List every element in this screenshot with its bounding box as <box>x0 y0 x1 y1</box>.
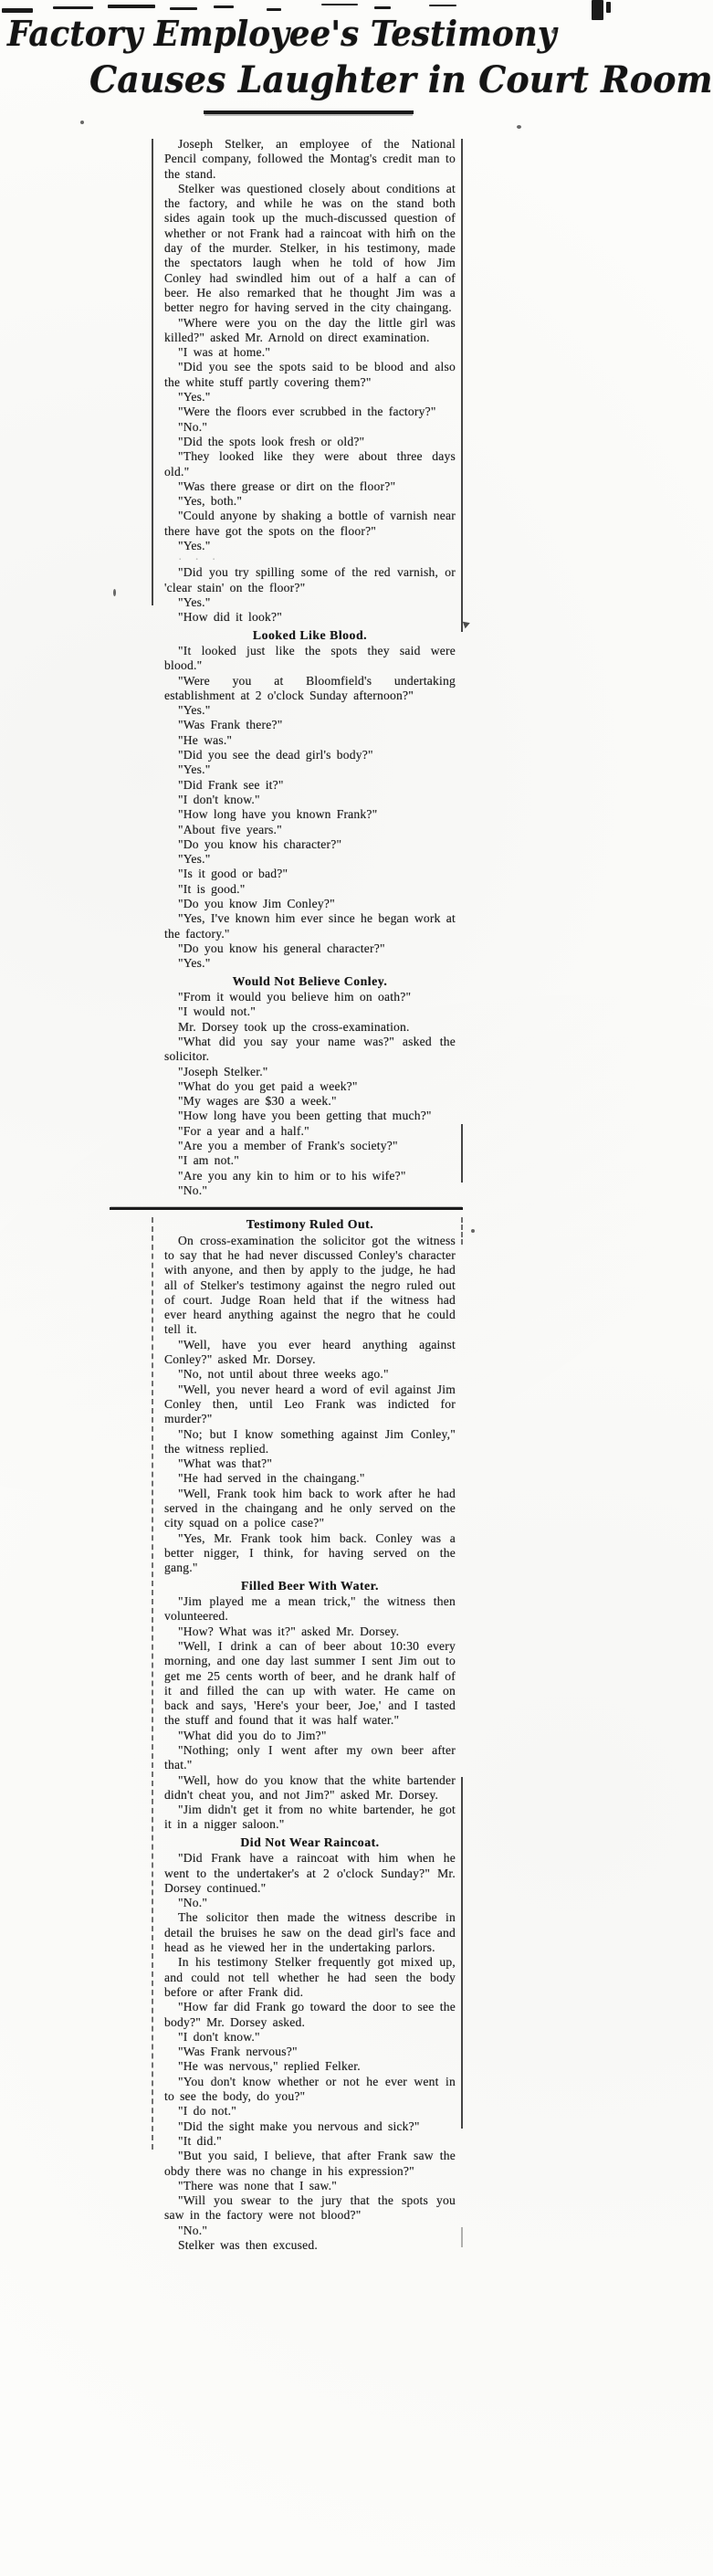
column-rule-right <box>461 1217 463 1245</box>
article-paragraph: "Yes." <box>178 594 211 609</box>
article-paragraph: "Are you a member of Frank's society?" <box>178 1139 398 1152</box>
article-paragraph: "Well, have you ever heard anything against Conley?" asked Mr. Dorsey. <box>164 1337 456 1367</box>
scan-speck <box>80 121 84 124</box>
article-paragraph: "Jim didn't get it from no white bartender, he got it in a nigger saloon." <box>164 1803 456 1832</box>
column-rule-right <box>461 2227 463 2247</box>
article-paragraph: "For a year and a half." <box>178 1123 309 1138</box>
article-paragraph: "Yes." <box>178 539 211 553</box>
article-paragraph: "Did Frank see it?" <box>178 777 284 792</box>
article-paragraph: "I was at home." <box>178 345 271 360</box>
article-paragraph: "They looked like they were about three days old." <box>164 449 456 478</box>
article-paragraph: "I don't know." <box>178 2029 260 2044</box>
article-paragraph: "Did the sight make you nervous and sick?" <box>178 2119 420 2133</box>
headline-divider-rule <box>204 110 414 114</box>
article-paragraph: "No; but I know something against Jim Conley," the witness replied. <box>164 1426 456 1456</box>
article-paragraph: Joseph Stelker, an employee of the National Pencil company, followed the Montag's credit man to the stand. <box>164 137 456 181</box>
article-paragraph: "I would not." <box>178 1004 256 1019</box>
article-paragraph: "Yes." <box>178 390 211 405</box>
article-paragraph: "Yes, Mr. Frank took him back. Conley was a better nigger, I think, for having served on the gang." <box>164 1530 456 1575</box>
column-rule-right <box>461 1124 463 1183</box>
section-subheading: Would Not Believe Conley. <box>232 973 388 988</box>
article-paragraph: "Do you know his character?" <box>178 836 342 851</box>
article-section-cross-examination <box>164 1217 456 2253</box>
article-paragraph: "Did the spots look fresh or old?" <box>178 434 365 448</box>
article-column <box>152 133 463 2253</box>
article-paragraph: "From it would you believe him on oath?" <box>178 990 412 1004</box>
headline-line-2: Causes Laughter in Court Room <box>89 58 713 101</box>
article-paragraph: "Yes." <box>178 852 211 867</box>
article-paragraph: "No." <box>178 419 208 434</box>
article-paragraph: "About five years." <box>178 822 282 836</box>
article-paragraph: "Yes." <box>178 703 211 718</box>
article-paragraph: "Is it good or bad?" <box>178 867 288 881</box>
article-paragraph: "Jim played me a mean trick," the witness then volunteered. <box>164 1594 456 1624</box>
article-paragraph: "Could anyone by shaking a bottle of varnish near there have got the spots on the floor?" <box>164 509 456 538</box>
article-paragraph: "My wages are $30 a week." <box>178 1094 337 1109</box>
article-paragraph: "Did you see the spots said to be blood and also the white stuff partly covering them?" <box>164 360 456 389</box>
section-subheading: Testimony Ruled Out. <box>246 1217 374 1232</box>
article-paragraph: "Was Frank nervous?" <box>178 2045 298 2059</box>
article-paragraph: On cross-examination the solicitor got the witness to say that he had never discussed Conley's character with anyone, and then by apply to the judge, he had all of Stelker's testimony against the negro ruled out of court. Judge Roan held that if the witness had ever heard anything against the negro that he could tell it. <box>164 1233 456 1337</box>
headline-line-1: Factory Employee's Testimony <box>7 13 557 54</box>
article-paragraph: Stelker was then excused. <box>178 2237 318 2252</box>
article-paragraph: "Do you know Jim Conley?" <box>178 897 335 911</box>
article-paragraph: "I am not." <box>178 1153 239 1168</box>
article-paragraph: "Well, Frank took him back to work after he had served in the chaingang and he only served on the city squad on a police case?" <box>164 1486 456 1530</box>
article-paragraph: "It is good." <box>178 881 246 896</box>
article-paragraph: "But you said, I believe, that after Frank saw the obdy there was no change in his expression?" <box>164 2149 456 2178</box>
column-rule-right <box>461 139 463 632</box>
article-paragraph: "Did you see the dead girl's body?" <box>178 748 373 762</box>
article-paragraph: "Where were you on the day the little girl was killed?" asked Mr. Arnold on direct examination. <box>164 315 456 344</box>
article-paragraph: "Are you any kin to him or to his wife?" <box>178 1168 406 1183</box>
article-paragraph: "Yes, I've known him ever since he began work at the factory." <box>164 911 456 941</box>
section-subheading: Filled Beer With Water. <box>240 1578 379 1593</box>
article-paragraph: The solicitor then made the witness describe in detail the bruises he saw on the dead girl's face and head as he viewed her in the undertaking parlors. <box>164 1910 456 1955</box>
article-paragraph: "No." <box>178 2223 208 2237</box>
article-paragraph: "Will you swear to the jury that the spots you saw in the factory were not blood?" <box>164 2193 456 2223</box>
article-paragraph: "What do you get paid a week?" <box>178 1078 358 1093</box>
article-paragraph: In his testimony Stelker frequently got mixed up, and could not tell whether he had seen the body before or after Frank did. <box>164 1955 456 1999</box>
article-paragraph: "Well, you never heard a word of evil against Jim Conley then, until Leo Frank was indicted for murder?" <box>164 1382 456 1426</box>
article-paragraph: "Well, I drink a can of beer about 10:30 every morning, and one day last summer I sent Jim out to get me 25 cents worth of beer, and he drank half of it and filled the can up with water. He came on back and says, 'Here's your beer, Joe,' and I tasted the stuff and found that it was half water." <box>164 1638 456 1728</box>
article-paragraph: "No." <box>178 1896 208 1910</box>
article-paragraph: "What did you say your name was?" asked the solicitor. <box>164 1034 456 1064</box>
article-paragraph: "How? What was it?" asked Mr. Dorsey. <box>178 1624 400 1638</box>
article-paragraph: "How far did Frank go toward the door to see the body?" Mr. Dorsey asked. <box>164 2000 456 2029</box>
article-paragraph: Mr. Dorsey took up the cross-examination. <box>178 1019 410 1034</box>
article-paragraph: "How long have you known Frank?" <box>178 807 378 822</box>
article-paragraph: "He was." <box>178 732 233 747</box>
column-rule-left <box>152 139 153 605</box>
article-paragraph: "What did you do to Jim?" <box>178 1728 327 1742</box>
article-paragraph: "He had served in the chaingang." <box>178 1471 365 1486</box>
article-paragraph: "Was there grease or dirt on the floor?" <box>178 478 396 493</box>
article-paragraph: "How did it look?" <box>178 610 282 625</box>
article-paragraph: "No." <box>178 1183 208 1197</box>
article-paragraph: "Did Frank have a raincoat with him when he went to the undertaker's at 2 o'clock Sunday?" Mr. Dorsey continued." <box>164 1851 456 1895</box>
article-paragraph: "Nothing; only I went after my own beer after that." <box>164 1742 456 1772</box>
scan-speck <box>113 589 116 596</box>
section-divider-rule <box>110 1207 463 1210</box>
article-paragraph: "There was none that I saw." <box>178 2178 338 2192</box>
article-paragraph: · · · <box>178 552 220 567</box>
article-paragraph: "Was Frank there?" <box>178 718 283 732</box>
scan-speck <box>517 125 521 129</box>
article-paragraph: "Yes, both." <box>178 494 243 509</box>
section-subheading: Looked Like Blood. <box>252 627 368 642</box>
article-paragraph: "You don't know whether or not he ever went in to see the body, do you?" <box>164 2074 456 2104</box>
article-paragraph: Stelker was questioned closely about conditions at the factory, and while he was on the stand both sides again took up the much-discussed question of whether or not Frank had a raincoat with him on the day of the murder. Stelker, in his testimony, made the spectators laugh when he told of how Jim Conley had swindled him out of a half a can of beer. He also remarked that he thought Jim was a better negro for having served in the city chaingang. <box>164 181 456 315</box>
column-rule-left <box>152 1217 153 2150</box>
section-subheading: Did Not Wear Raincoat. <box>240 1835 380 1849</box>
article-paragraph: "It did." <box>178 2133 222 2148</box>
article-paragraph: "Did you try spilling some of the red varnish, or 'clear stain' on the floor?" <box>164 565 456 594</box>
article-paragraph: "What was that?" <box>178 1456 273 1471</box>
article-paragraph: "Were the floors ever scrubbed in the factory?" <box>178 405 436 419</box>
article-paragraph: "Well, how do you know that the white bartender didn't cheat you, and not Jim?" asked Mr. Dorsey. <box>164 1772 456 1802</box>
article-paragraph: "I do not." <box>178 2104 236 2119</box>
article-paragraph: "Yes." <box>178 956 211 971</box>
article-paragraph: "I don't know." <box>178 792 260 806</box>
article-paragraph: "How long have you been getting that much?" <box>178 1109 432 1123</box>
article-paragraph: "Do you know his general character?" <box>178 941 385 955</box>
article-paragraph: "No, not until about three weeks ago." <box>178 1367 389 1382</box>
article-paragraph: "Joseph Stelker." <box>178 1064 268 1078</box>
article-section-direct-examination <box>164 137 456 1198</box>
column-rule-right <box>461 1777 463 2129</box>
article-paragraph: "He was nervous," replied Felker. <box>178 2059 361 2074</box>
article-paragraph: "Yes." <box>178 762 211 777</box>
article-paragraph: "It looked just like the spots they said were blood." <box>164 644 456 673</box>
article-paragraph: "Were you at Bloomfield's undertaking establishment at 2 o'clock Sunday afternoon?" <box>164 673 456 702</box>
scan-speck <box>471 1229 475 1233</box>
